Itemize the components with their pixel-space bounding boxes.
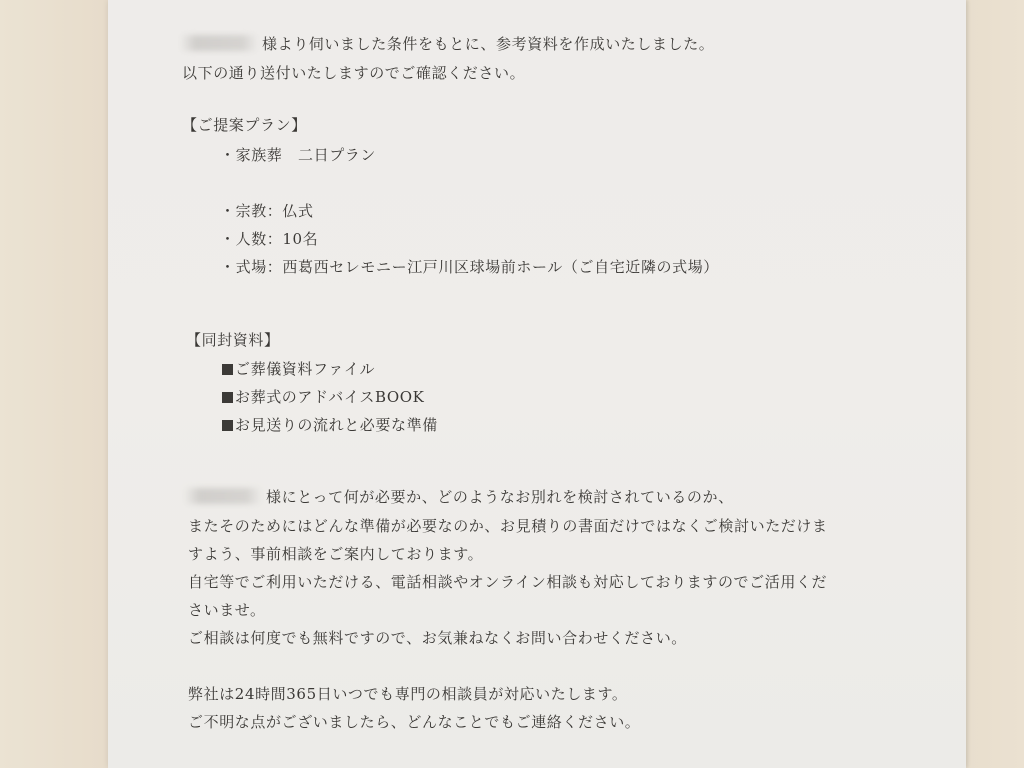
body-line-3: すよう、事前相談をご案内しております。	[188, 545, 484, 563]
redacted-recipient-name	[184, 488, 262, 504]
body-line-4: 自宅等でご利用いただける、電話相談やオンライン相談も対応しておりますのでご活用くだ	[188, 573, 828, 591]
proposal-venue: ・式場：西葛西セレモニー江戸川区球場前ホール（ご自宅近隣の式場）	[220, 258, 719, 276]
redacted-recipient-name	[180, 35, 258, 51]
proposal-heading: 【ご提案プラン】	[182, 116, 307, 134]
intro-line-2: 以下の通り送付いたしますのでご確認ください。	[182, 64, 526, 82]
closing-line-2: ご不明な点がございましたら、どんなことでもご連絡ください。	[188, 713, 641, 731]
body-line-1-text: 様にとって何が必要か、どのようなお別れを検討されているのか、	[266, 488, 734, 506]
body-line-2: またそのためにはどんな準備が必要なのか、お見積りの書面だけではなくご検討いただけま	[188, 517, 828, 535]
body-line-5: さいませ。	[188, 601, 266, 619]
proposal-people: ・人数：10名	[220, 230, 319, 248]
enclosed-heading: 【同封資料】	[186, 331, 280, 349]
closing-line-1: 弊社は24時間365日いつでも専門の相談員が対応いたします。	[188, 685, 628, 703]
body-line-6: ご相談は何度でも無料ですので、お気兼ねなくお問い合わせください。	[188, 629, 687, 647]
proposal-plan: ・家族葬 二日プラン	[220, 146, 377, 164]
square-bullet-icon	[222, 392, 233, 403]
enclosed-item	[222, 387, 424, 407]
enclosed-item-label: お見送りの流れと必要な準備	[235, 416, 438, 434]
intro-line-1	[180, 34, 714, 54]
intro-line-1-text: 様より伺いました条件をもとに、参考資料を作成いたしました。	[262, 35, 715, 53]
enclosed-item-label: お葬式のアドバイスBOOK	[235, 388, 425, 406]
enclosed-item	[222, 359, 375, 379]
enclosed-item	[222, 415, 438, 435]
letter-paper	[108, 0, 966, 768]
body-line-1	[184, 487, 734, 507]
square-bullet-icon	[222, 420, 233, 431]
square-bullet-icon	[222, 364, 233, 375]
enclosed-item-label: ご葬儀資料ファイル	[235, 360, 376, 378]
proposal-religion: ・宗教：仏式	[220, 202, 314, 220]
